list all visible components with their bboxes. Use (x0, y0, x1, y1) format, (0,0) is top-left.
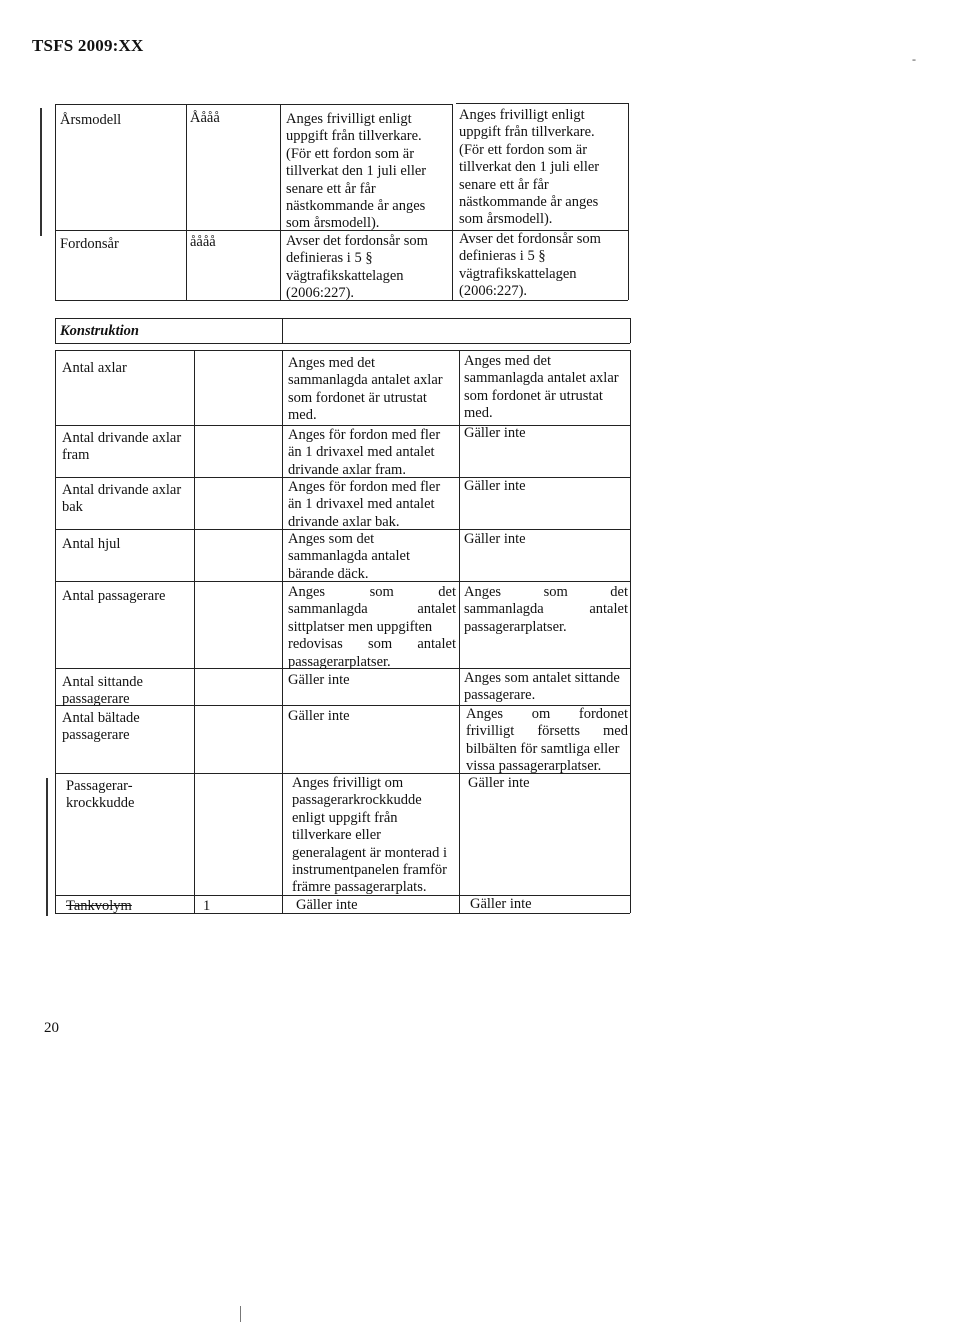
document-id: TSFS 2009:XX (32, 36, 144, 55)
text-line: vägtrafikskattelagen (286, 267, 404, 284)
text-line: Antal sittande (62, 674, 143, 690)
row-label-antal-hjul (62, 536, 120, 553)
section-divider (282, 318, 283, 343)
text-line: Gäller inte (470, 896, 532, 912)
scan-mark: - (912, 52, 916, 66)
text-line: passagerarkrockkudde (292, 792, 422, 809)
text-line: sammanlagda antalet axlar (464, 370, 619, 387)
row-col4-antal-hjul (464, 531, 526, 548)
text-line: bärande däck. (288, 565, 369, 582)
text-line: bak (62, 499, 83, 516)
text-line: främre passagerarplats. (292, 879, 427, 896)
justified-line (466, 706, 628, 723)
text-line: vägtrafikskattelagen (459, 265, 577, 282)
word-som: som (367, 636, 393, 653)
word-det: det (610, 584, 628, 600)
text-line: Anges frivilligt enligt (286, 111, 412, 127)
text-line: passagerarplatser. (288, 653, 391, 670)
table1-col-line-3 (452, 104, 453, 300)
text-line: generalagent är monterad i (292, 844, 447, 861)
table1-col-line-2 (280, 104, 281, 300)
text-line: enligt uppgift från (292, 809, 398, 826)
text-line: Gäller inte (464, 531, 526, 547)
row-label-fordonsar: Fordonsår (60, 236, 119, 252)
row-label-arsmodell: Årsmodell (60, 112, 122, 128)
text-line: Gäller inte (288, 672, 350, 688)
text-line: (2006:227). (286, 285, 355, 302)
text-line: Gäller inte (464, 425, 526, 441)
text-line: sammanlagda antalet axlar (288, 372, 443, 389)
text-line: senare ett år får (286, 180, 376, 197)
justified-line (288, 601, 456, 618)
table2-col-line-2 (282, 350, 283, 913)
row-col4-tankvolym (470, 896, 532, 913)
row-format-tankvolym: 1 (203, 898, 211, 914)
text-line: instrumentpanelen framför (292, 862, 448, 879)
text-line: än 1 drivaxel med antalet (288, 496, 435, 513)
table2-col-line-1 (194, 350, 195, 913)
row-col4-sittande (464, 670, 620, 705)
table2-col-line-0 (55, 350, 56, 913)
row-col4-antal-passagerare (464, 584, 628, 636)
row-col3-arsmodell (286, 111, 426, 233)
text-line: Anges frivilligt enligt (459, 107, 585, 123)
word-antalet: antalet (417, 636, 456, 653)
text-line: Gäller inte (464, 478, 526, 494)
text-line: drivande axlar bak. (288, 513, 400, 530)
word-med: med (603, 723, 628, 740)
text-line: passagerarplatser. (464, 618, 567, 635)
text-line: som fordonet är utrustat (288, 389, 427, 406)
word-det: det (438, 584, 456, 600)
text-line: Antal bältade (62, 710, 140, 726)
justified-line (464, 584, 628, 601)
row-label-antal-axlar (62, 360, 127, 377)
word-anges: Anges (288, 584, 326, 600)
section-left-border (55, 318, 56, 343)
table1-col-line-4 (628, 103, 629, 300)
word-redovisas: redovisas (288, 636, 343, 653)
text-line: Gäller inte (288, 708, 350, 724)
text-line: Tankvolym (66, 898, 132, 914)
word-sammanlagda: sammanlagda (288, 601, 368, 618)
text-line: tillverkat den 1 juli eller (286, 163, 427, 180)
justified-line (288, 584, 456, 601)
text-line: passagerare (62, 691, 130, 708)
table1-col-line-1 (186, 104, 187, 300)
text-line: Antal axlar (62, 360, 127, 376)
table1-top-border-col4 (456, 103, 628, 104)
row-col4-drivande-bak (464, 478, 526, 495)
text-line: som årsmodell). (286, 215, 380, 232)
text-line: tillverkare eller (292, 827, 381, 844)
text-line: Anges med det (464, 353, 551, 369)
row-col4-drivande-fram (464, 425, 526, 442)
text-line: Avser det fordonsår som (459, 231, 601, 247)
text-line: Anges frivilligt om (292, 775, 404, 791)
justified-line (466, 723, 628, 740)
row-col3-sittande (288, 672, 350, 689)
row-col4-krockkudde (468, 775, 530, 792)
word-som: som (369, 584, 394, 600)
justified-line (288, 636, 456, 653)
word-anges: Anges (464, 584, 502, 600)
word-fordonet: fordonet (578, 706, 628, 722)
word-sammanlagda: sammanlagda (464, 601, 544, 618)
row-label-baltade (62, 710, 140, 745)
section-top-border (55, 318, 630, 319)
text-line: Anges som antalet sittande (464, 670, 620, 686)
text-line: fram (62, 447, 90, 464)
table2-col-line-4 (630, 350, 631, 913)
change-bar-top (40, 108, 42, 236)
word-frivilligt: frivilligt (466, 723, 515, 740)
text-line: definieras i 5 § (286, 250, 373, 267)
text-line: som fordonet är utrustat (464, 387, 603, 404)
text-line: med. (464, 405, 493, 422)
text-line: passagerare (62, 727, 130, 744)
text-line: krockkudde (66, 795, 135, 812)
text-line: tillverkat den 1 juli eller (459, 159, 600, 176)
justified-line (464, 601, 628, 618)
text-line: som årsmodell). (459, 211, 553, 228)
text-line: Gäller inte (468, 775, 530, 791)
table2-row-divider (55, 425, 630, 426)
page-number: 20 (44, 1020, 59, 1036)
row-col3-fordonsar (286, 233, 428, 303)
text-line: nästkommande år anges (286, 198, 426, 215)
text-line: Antal hjul (62, 536, 121, 552)
section-title: Konstruktion (60, 323, 139, 339)
row-label-krockkudde (66, 778, 134, 813)
text-line: (För ett fordon som är (286, 145, 415, 162)
text-line: passagerare. (464, 687, 536, 704)
word-antalet: antalet (417, 601, 456, 618)
word-om: om (531, 706, 551, 722)
row-col3-antal-hjul (288, 531, 410, 583)
text-line: senare ett år får (459, 176, 549, 193)
section-bottom-border (55, 343, 630, 344)
row-col4-antal-axlar (464, 353, 619, 423)
row-label-tankvolym (66, 898, 132, 915)
word-anges: Anges (466, 706, 504, 722)
text-line: Antal passagerare (62, 588, 166, 604)
text-line: (För ett fordon som är (459, 141, 588, 158)
text-line: definieras i 5 § (459, 248, 546, 265)
section-right-border (630, 318, 631, 343)
table1-col-line-0 (55, 104, 56, 300)
text-line: uppgift från tillverkare. (286, 128, 422, 145)
word-antalet: antalet (589, 601, 628, 618)
change-bar-bottom (46, 778, 48, 916)
row-col3-antal-passagerare (288, 584, 456, 671)
text-line: drivande axlar fram. (288, 461, 406, 478)
text-line: Anges för fordon med fler (288, 479, 441, 495)
text-line: uppgift från tillverkare. (459, 124, 595, 141)
text-line: med. (288, 407, 317, 424)
text-line: bilbälten för samtliga eller (466, 740, 620, 757)
table2-col-line-3 (459, 350, 460, 913)
text-line: Passagerar- (66, 778, 133, 794)
text-line: Anges som det (288, 531, 375, 547)
scan-mark (240, 1306, 241, 1322)
row-label-antal-passagerare (62, 588, 165, 605)
text-line: Anges med det (288, 355, 375, 371)
row-format-fordonsar: åååå (190, 234, 216, 250)
text-line: Anges för fordon med fler (288, 427, 441, 443)
row-col3-krockkudde (292, 775, 447, 897)
word-som: som (543, 584, 568, 600)
row-col4-fordonsar (459, 231, 601, 301)
word-forsetts: försetts (537, 723, 581, 740)
text-line: sammanlagda antalet (288, 548, 410, 565)
row-col4-arsmodell (459, 107, 599, 229)
text-line: (2006:227). (459, 283, 528, 300)
text-line: än 1 drivaxel med antalet (288, 444, 435, 461)
row-col3-tankvolym (296, 897, 358, 914)
text-line: sittplatser men uppgiften (288, 618, 433, 635)
text-line: Antal drivande axlar (62, 430, 182, 446)
row-label-drivande-bak (62, 482, 181, 517)
row-format-arsmodell: Åååå (190, 110, 220, 126)
table2-top-border (55, 350, 630, 351)
row-col3-baltade (288, 708, 350, 725)
text-line: Avser det fordonsår som (286, 233, 428, 249)
text-line: Gäller inte (296, 897, 358, 913)
text-line: Antal drivande axlar (62, 482, 182, 498)
row-col3-drivande-bak (288, 479, 440, 531)
row-col4-baltade (466, 706, 628, 776)
text-line: vissa passagerarplatser. (466, 758, 602, 775)
row-col3-antal-axlar (288, 355, 443, 425)
row-label-sittande (62, 674, 143, 709)
text-line: nästkommande år anges (459, 194, 599, 211)
table1-top-border (55, 104, 452, 105)
row-label-drivande-fram (62, 430, 181, 465)
row-col3-drivande-fram (288, 427, 440, 479)
